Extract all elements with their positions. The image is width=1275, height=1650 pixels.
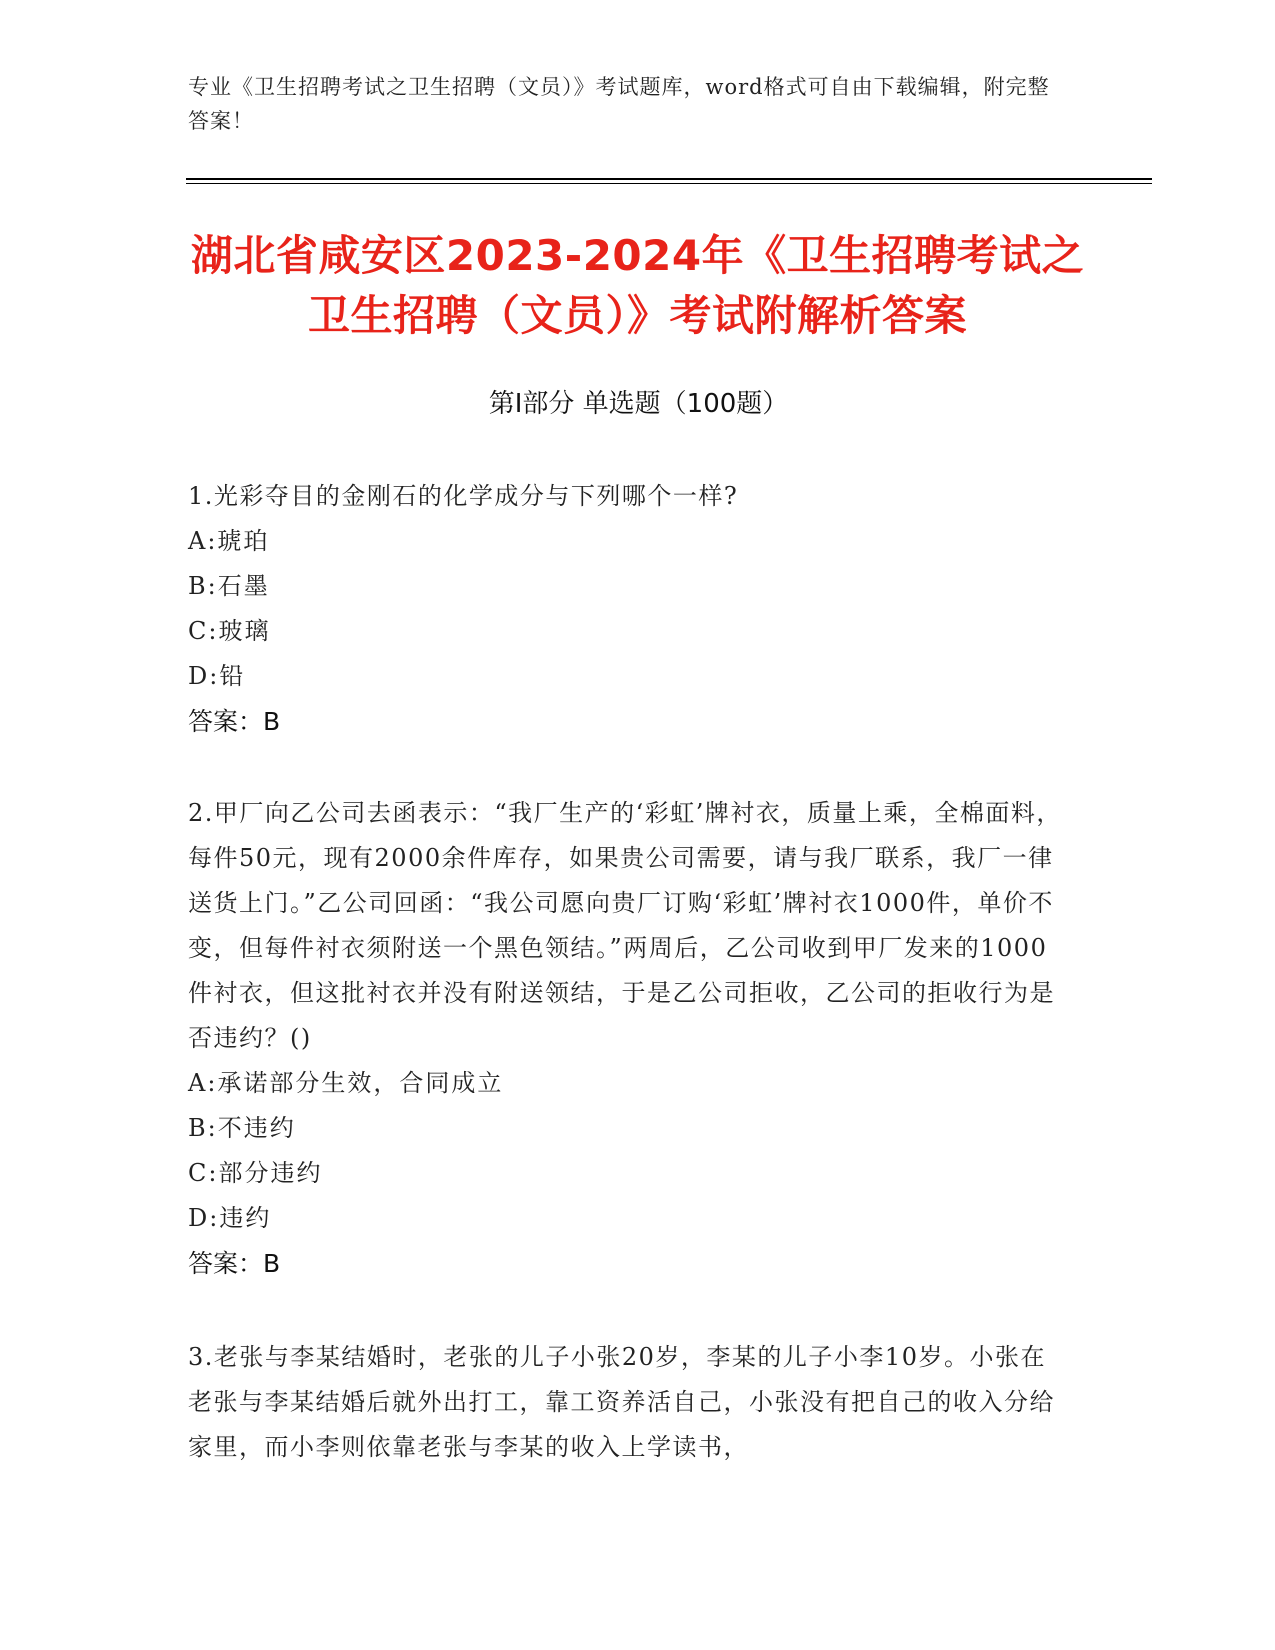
question-1 [188,474,1068,744]
option-a: A:承诺部分生效，合同成立 [188,1069,504,1097]
option-d: D:违约 [188,1204,272,1232]
question-stem: 2.甲厂向乙公司去函表示：“我厂生产的‘彩虹’牌衬衣，质量上乘，全棉面料，每件50元，现有2000余件库存，如果贵公司需要，请与我厂联系，我厂一律送货上门。”乙公司回函：“我公司愿向贵厂订购‘彩虹’牌衬衣1000件，单价不变，但每件衬衣须附送一个黑色领结。”两周后，乙公司收到甲厂发来的1000件衬衣，但这批衬衣并没有附送领结，于是乙公司拒收，乙公司的拒收行为是否违约？() [188,799,1062,1052]
question-stem: 1.光彩夺目的金刚石的化学成分与下列哪个一样? [188,482,739,510]
question-stem: 3.老张与李某结婚时，老张的儿子小张20岁，李某的儿子小李10岁。小张在老张与李某结婚后就外出打工，靠工资养活自己，小张没有把自己的收入分给家里，而小李则依靠老张与李某的收入上学读书， [188,1343,1055,1461]
option-d: D:铅 [188,662,246,690]
header-divider-thin [186,183,1152,184]
option-a: A:琥珀 [188,527,270,555]
question-3 [188,1335,1068,1470]
answer-line: 答案：B [188,707,281,736]
answer-line: 答案：B [188,1249,281,1278]
option-b: B:不违约 [188,1114,296,1142]
option-c: C:玻璃 [188,617,271,645]
header-note: 专业《卫生招聘考试之卫生招聘（文员）》考试题库，word格式可自由下载编辑，附完整答案！ [188,75,1050,133]
document-title: 湖北省咸安区2023-2024年《卫生招聘考试之卫生招聘（文员）》考试附解析答案 [190,231,1085,340]
header-divider-thick [186,178,1152,180]
option-c: C:部分违约 [188,1159,323,1187]
section-heading: 第I部分 单选题（100题） [488,389,789,419]
option-b: B:石墨 [188,572,270,600]
question-2 [188,791,1068,1286]
